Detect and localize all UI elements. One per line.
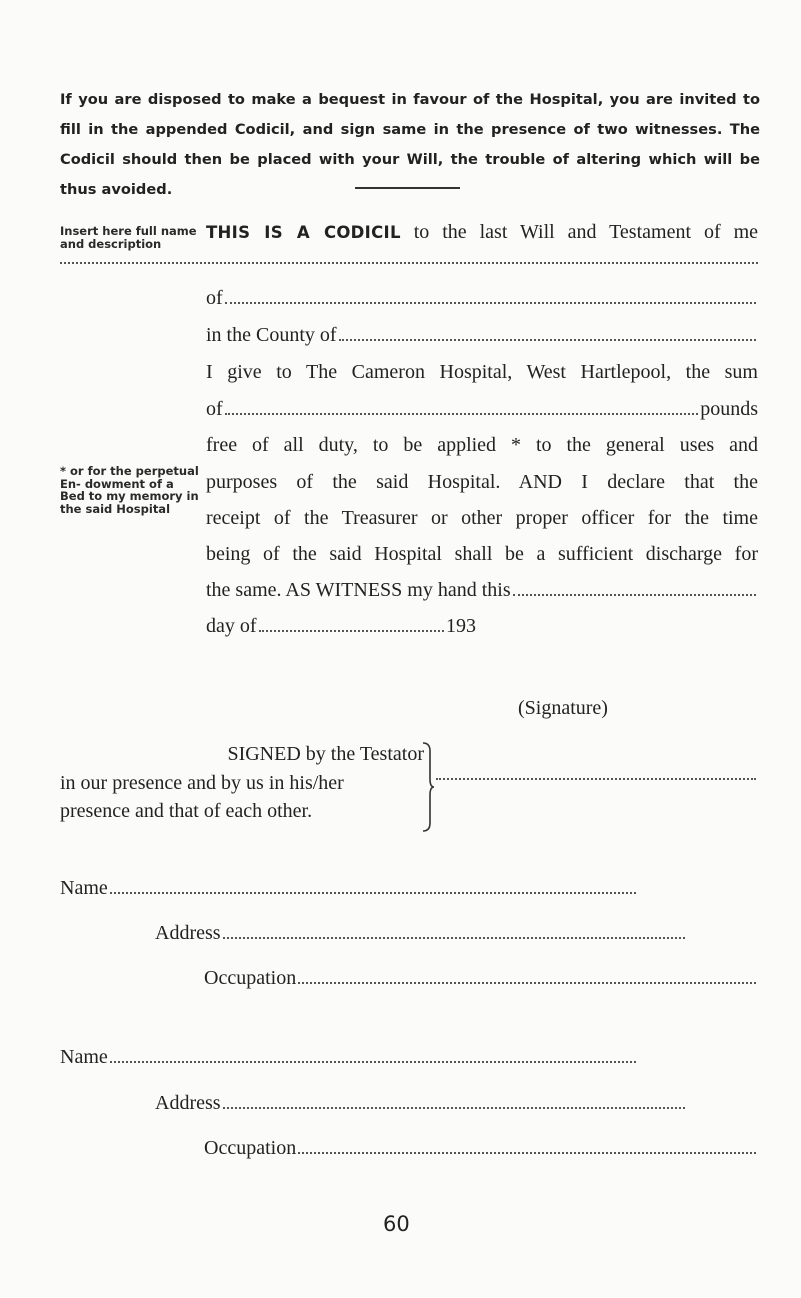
witness2-occupation-line bbox=[204, 1137, 758, 1160]
witness2-name-label: Name bbox=[60, 1046, 108, 1068]
witness1-name-line bbox=[60, 877, 638, 900]
witness2-address-line bbox=[155, 1092, 687, 1115]
of-line bbox=[206, 287, 758, 310]
witness1-name-field[interactable] bbox=[110, 892, 636, 894]
codicil-heading-line bbox=[206, 221, 758, 244]
signature-field[interactable] bbox=[436, 778, 756, 780]
sum-line bbox=[206, 398, 758, 421]
signed-block bbox=[60, 740, 424, 826]
of-field[interactable] bbox=[225, 302, 756, 304]
being-line: being of the said Hospital shall be a sufficient discharge for bbox=[206, 543, 758, 565]
witness2-address-label: Address bbox=[155, 1092, 221, 1114]
same-line-text: the same. AS WITNESS my hand this bbox=[206, 579, 511, 601]
duty-line: free of all duty, to be applied * to the general uses and bbox=[206, 434, 758, 456]
witness1-address-field[interactable] bbox=[223, 937, 685, 939]
purposes-line: purposes of the said Hospital. AND I declare that the bbox=[206, 471, 758, 493]
codicil-heading-rest: to the last Will and Testament of me bbox=[413, 221, 758, 243]
day-of-line bbox=[206, 615, 476, 638]
intro-paragraph: If you are disposed to make a bequest in favour of the Hospital, you are invited to fill in the appended Codicil, and sign same in the presence of two witnesses. The Codicil should then be placed with your Will, the trouble of altering which will be thus avoided. bbox=[60, 91, 760, 198]
witness1-occupation-label: Occupation bbox=[204, 967, 297, 989]
witness-hand-line bbox=[206, 579, 758, 602]
sum-field[interactable] bbox=[225, 413, 699, 415]
day-field[interactable] bbox=[513, 594, 756, 596]
margin-note-insert: Insert here full name and description bbox=[60, 224, 197, 251]
witness2-occupation-label: Occupation bbox=[204, 1137, 297, 1159]
county-label: in the County of bbox=[206, 324, 337, 346]
witness1-occupation-line bbox=[204, 967, 758, 990]
brace-icon bbox=[421, 741, 435, 833]
sum-of-label: of bbox=[206, 398, 223, 420]
pounds-label: pounds bbox=[700, 398, 758, 420]
witness1-name-label: Name bbox=[60, 877, 108, 899]
witness2-name-line bbox=[60, 1046, 638, 1069]
signed-line-3: presence and that of each other. bbox=[60, 800, 313, 822]
witness1-address-line bbox=[155, 922, 687, 945]
county-line bbox=[206, 324, 758, 347]
day-of-label: day of bbox=[206, 615, 257, 637]
codicil-heading: THIS IS A CODICIL bbox=[206, 223, 401, 242]
of-label: of bbox=[206, 287, 223, 309]
signed-line-2: in our presence and by us in his/her bbox=[60, 771, 344, 794]
margin-note-perpetual: * or for the perpetual En- dowment of a Bed to my memory in the said Hospital bbox=[60, 464, 199, 516]
testator-name-field[interactable] bbox=[60, 262, 758, 264]
year-prefix: 193 bbox=[446, 615, 476, 637]
month-field[interactable] bbox=[259, 630, 444, 632]
page-number: 60 bbox=[383, 1212, 410, 1236]
signature-label: (Signature) bbox=[518, 697, 608, 719]
witness1-occupation-field[interactable] bbox=[298, 982, 756, 984]
divider-rule bbox=[355, 187, 460, 189]
receipt-line: receipt of the Treasurer or other proper officer for the time bbox=[206, 507, 758, 529]
signed-line-1: SIGNED by the Testator bbox=[227, 743, 424, 765]
witness2-address-field[interactable] bbox=[223, 1107, 685, 1109]
give-line: I give to The Cameron Hospital, West Hartlepool, the sum bbox=[206, 361, 758, 383]
witness2-occupation-field[interactable] bbox=[298, 1152, 756, 1154]
county-field[interactable] bbox=[339, 339, 756, 341]
witness2-name-field[interactable] bbox=[110, 1061, 636, 1063]
witness1-address-label: Address bbox=[155, 922, 221, 944]
